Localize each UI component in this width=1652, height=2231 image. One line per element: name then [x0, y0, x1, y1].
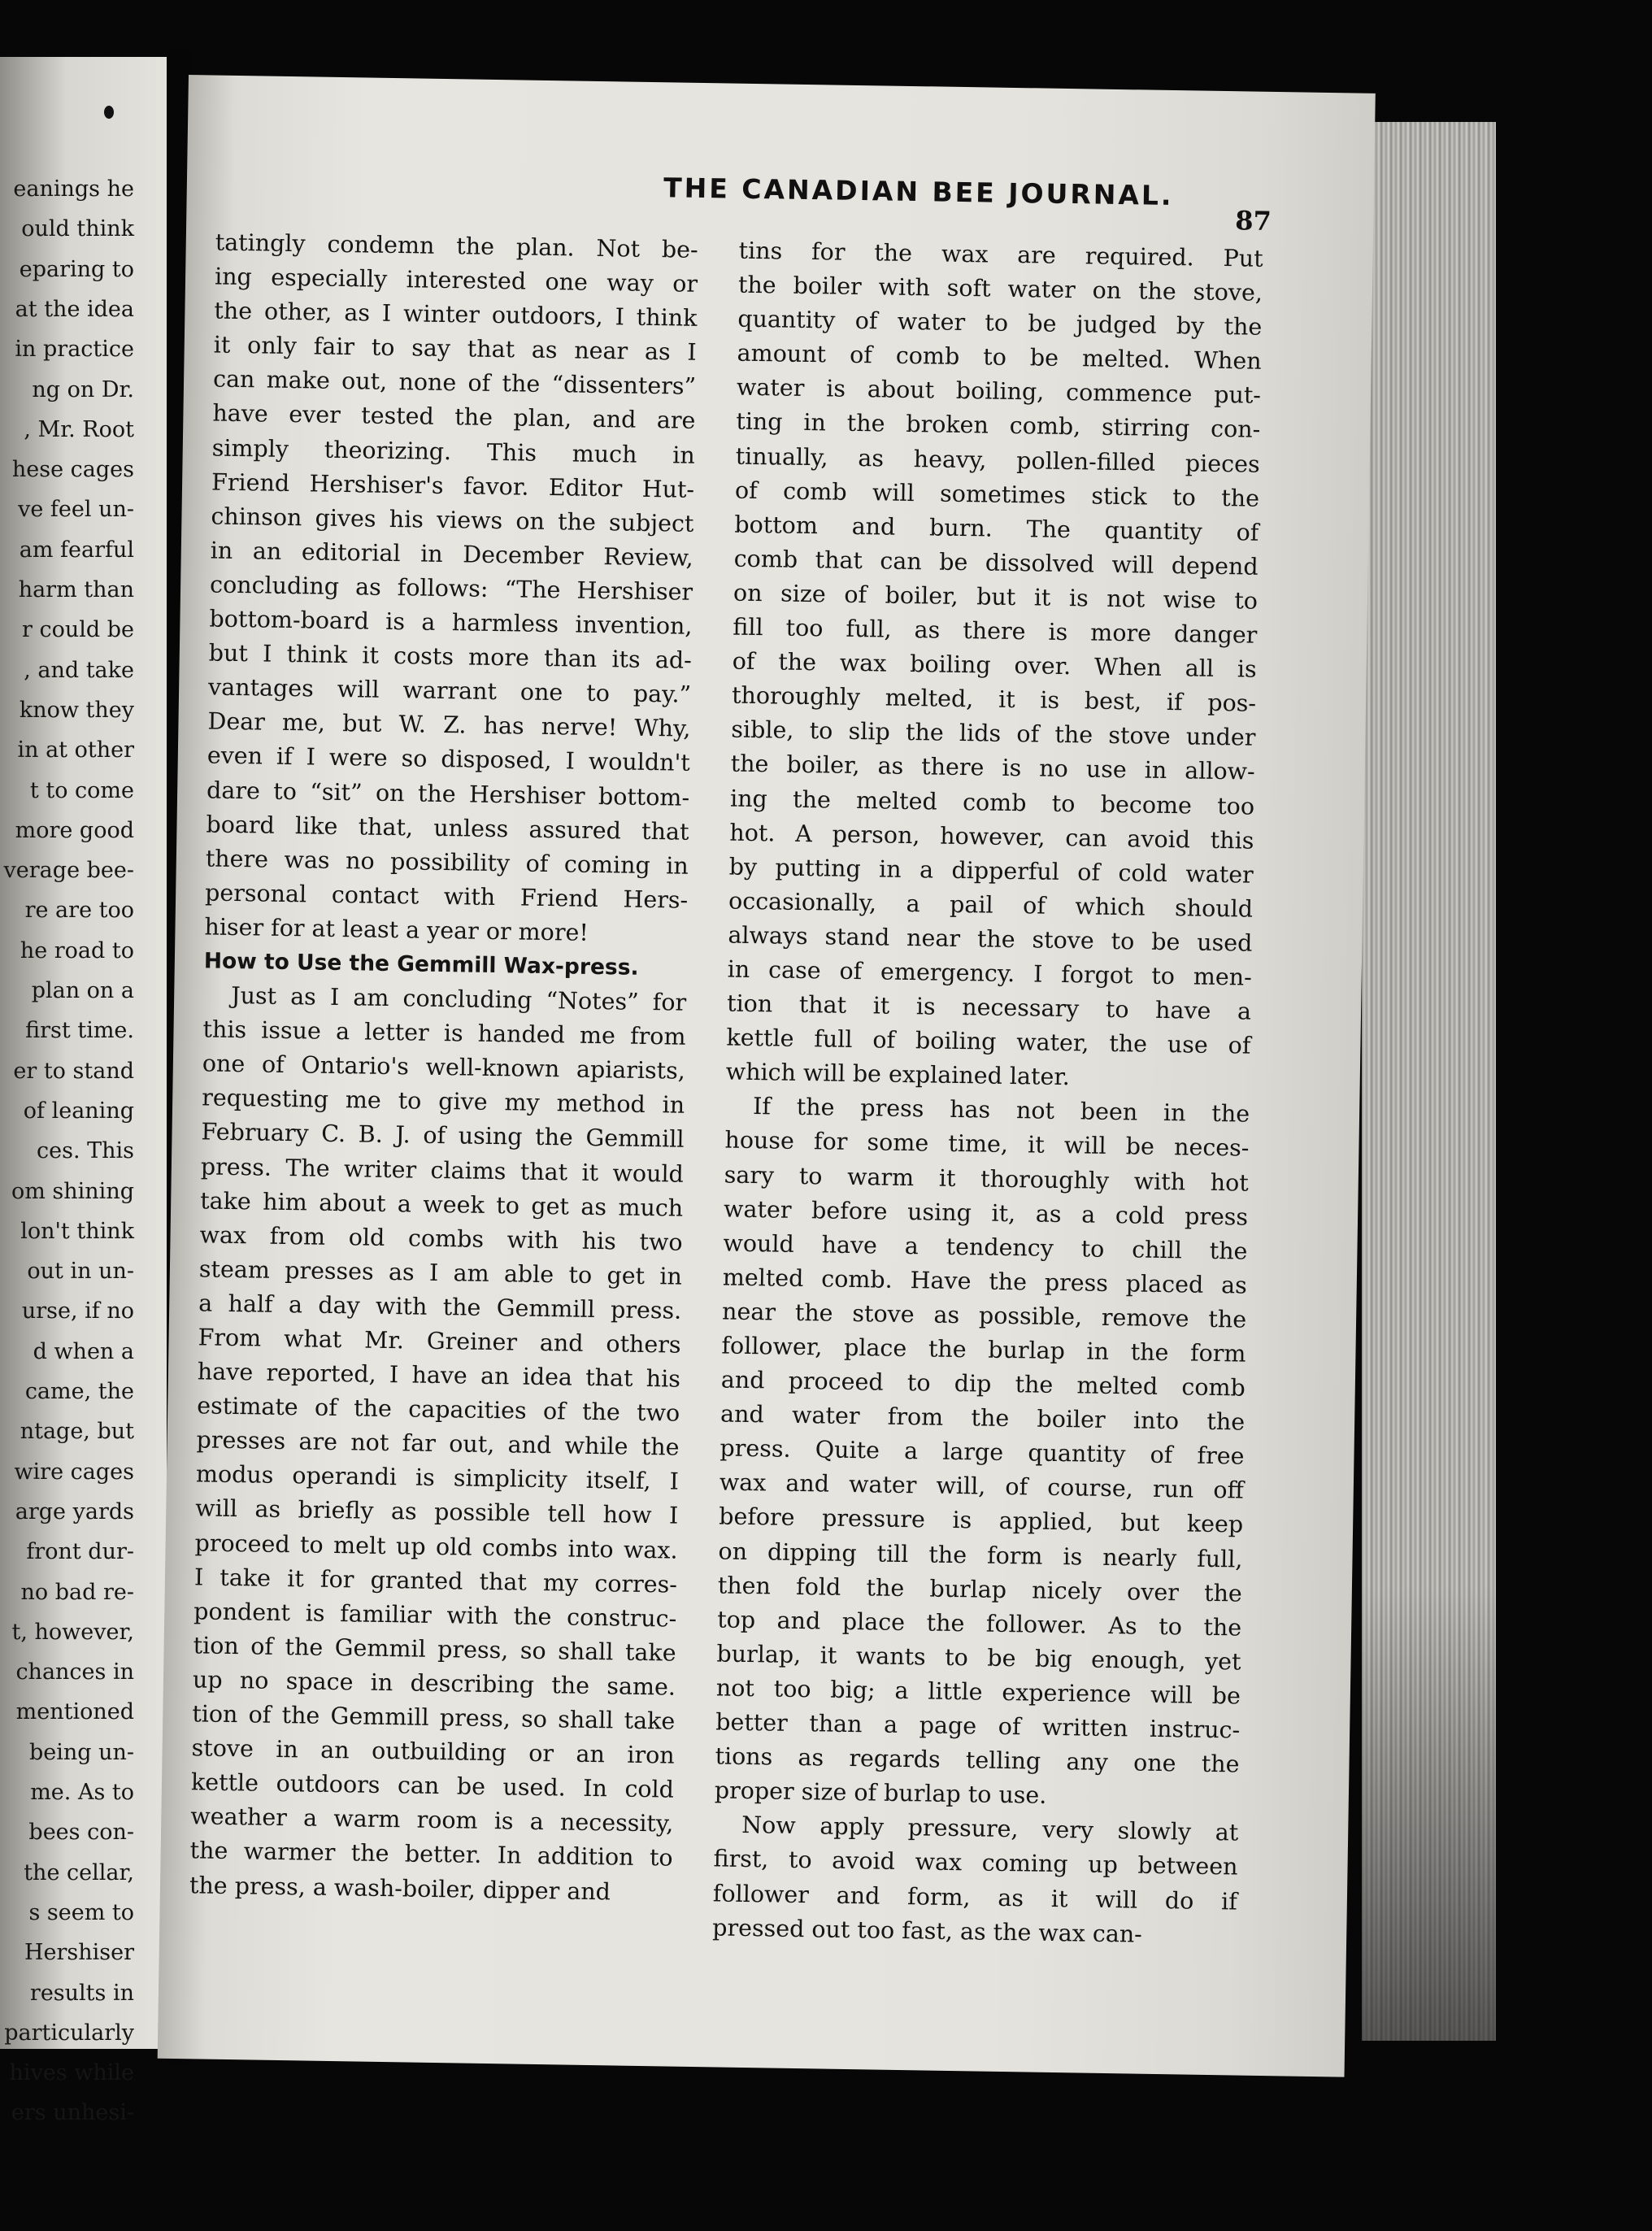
text-line: always stand near the stove to be used	[728, 921, 1253, 957]
left-fragment-line: om shining	[11, 1178, 134, 1204]
left-fragment-line: more good	[15, 817, 134, 843]
left-fragment-line: ces. This	[36, 1138, 134, 1164]
text-line: will as briefly as possible tell how I	[195, 1494, 679, 1530]
left-fragment-line: being un-	[28, 1739, 134, 1765]
text-line: tion of the Gemmill press, so shall take	[192, 1700, 676, 1735]
text-line: hot. A person, however, can avoid this	[729, 819, 1254, 855]
text-line: the boiler with soft water on the stove,	[737, 271, 1263, 307]
left-fragment-line: the cellar,	[24, 1859, 134, 1885]
text-line: requesting me to give my method in	[201, 1084, 685, 1120]
text-line: it only fair to say that as near as I	[213, 331, 697, 367]
text-line: tion of the Gemmil press, so shall take	[193, 1632, 676, 1667]
text-line: better than a page of written instruc-	[715, 1708, 1241, 1744]
left-fragment-line: arge yards	[15, 1498, 134, 1524]
text-line: kettle full of boiling water, the use of	[726, 1024, 1251, 1059]
text-line: but I think it costs more than its ad-	[208, 639, 693, 674]
left-fragment-line: ng on Dr.	[32, 376, 134, 402]
text-line: follower and form, as it will do if	[712, 1879, 1238, 1916]
left-fragment-line: verage bee-	[3, 858, 134, 884]
text-line: I take it for granted that my corres-	[193, 1563, 678, 1598]
left-fragment-line: lon't think	[20, 1218, 134, 1244]
text-line: dare to “sit” on the Hershiser bottom-	[206, 776, 690, 811]
left-fragment-line: particularly	[4, 2020, 134, 2046]
text-column-right	[712, 234, 1263, 1954]
text-line: proper size of burlap to use.	[714, 1777, 1047, 1810]
text-line: pressed out too fast, as the wax can-	[712, 1913, 1143, 1948]
text-line: by putting in a dipperful of cold water	[728, 853, 1254, 889]
left-fragment-line: urse, if no	[21, 1298, 134, 1324]
text-line: before pressure is applied, but keep	[718, 1503, 1244, 1539]
text-line: tatingly condemn the plan. Not be-	[215, 228, 698, 263]
left-fragment-line: know they	[19, 697, 134, 723]
left-fragment-line: front dur-	[26, 1539, 134, 1565]
ink-dot	[104, 106, 114, 119]
text-line: one of Ontario's well-known apiarists,	[202, 1050, 686, 1085]
text-line: first, to avoid wax coming up between	[713, 1845, 1238, 1881]
left-page-fragment	[0, 57, 167, 2126]
text-line: personal contact with Friend Hers-	[204, 879, 689, 914]
left-fragment-line: harm than	[18, 577, 134, 602]
left-fragment-line: hese cages	[11, 457, 134, 483]
text-line: chinson gives his views on the subject	[211, 502, 694, 537]
text-line: the other, as I winter outdoors, I think	[214, 297, 698, 333]
text-line: hiser for at least a year or more!	[204, 913, 589, 946]
left-fragment-line: er to stand	[13, 1058, 134, 1084]
text-line: the boiler, as there is no use in allow-	[730, 750, 1255, 786]
text-line: ing the melted comb to become too	[729, 785, 1255, 820]
left-fragment-line: Hershiser	[24, 1940, 134, 1966]
text-line: top and place the follower. As to the	[716, 1606, 1242, 1642]
text-line: not too big; a little experience will be	[715, 1674, 1241, 1710]
text-line: sary to warm it thoroughly with hot	[724, 1161, 1250, 1197]
text-line: a half a day with the Gemmill press.	[198, 1289, 682, 1324]
page-stack-shadow	[1362, 1585, 1496, 2041]
text-line: modus operandi is simplicity itself, I	[195, 1460, 680, 1496]
text-line: on dipping till the form is nearly full,	[718, 1537, 1243, 1573]
left-fragment-line: eparing to	[19, 256, 134, 282]
text-line: in case of emergency. I forgot to men-	[727, 955, 1252, 991]
left-fragment-line: plan on a	[31, 978, 134, 1003]
text-line: have ever tested the plan, and are	[212, 399, 696, 435]
text-line: water is about boiling, commence put-	[736, 374, 1262, 410]
left-fragment-line: bees con-	[28, 1820, 134, 1846]
text-line: in an editorial in December Review,	[210, 537, 694, 572]
text-line: quantity of water to be judged by the	[737, 305, 1263, 341]
text-line: then fold the burlap nicely over the	[717, 1572, 1243, 1607]
journal-page	[158, 75, 1376, 2077]
text-line: bottom and burn. The quantity of	[734, 511, 1259, 546]
left-fragment-line: ve feel un-	[18, 497, 134, 523]
text-column-left	[160, 225, 698, 1910]
text-line: even if I were so disposed, I wouldn't	[206, 741, 691, 777]
left-fragment-line: t, however,	[11, 1619, 134, 1645]
left-fragment-line: out in un-	[27, 1259, 134, 1285]
text-line: this issue a letter is handed me from	[202, 1015, 686, 1050]
left-fragment-line: he road to	[20, 937, 134, 963]
text-line: can make out, none of the “dissenters”	[212, 365, 697, 401]
left-fragment-line: came, the	[24, 1379, 134, 1404]
left-fragment-line: of leaning	[23, 1098, 134, 1124]
text-line: wax from old combs with his two	[199, 1221, 683, 1256]
text-line: February C. B. J. of using the Gemmill	[201, 1118, 685, 1154]
text-line: tinually, as heavy, pollen-filled pieces	[735, 442, 1260, 478]
left-fragment-line: ers unhesi-	[11, 2100, 134, 2126]
text-line: tins for the wax are required. Put	[738, 237, 1263, 272]
left-fragment-line: , Mr. Root	[24, 416, 134, 442]
text-line: fill too full, as there is more danger	[733, 613, 1258, 649]
text-line: board like that, unless assured that	[206, 811, 689, 846]
text-line: amount of comb to be melted. When	[737, 339, 1262, 376]
left-fragment-line: wire cages	[14, 1459, 134, 1485]
text-line: water before using it, as a cold press	[723, 1195, 1249, 1231]
text-line: of comb will sometimes stick to the	[734, 476, 1260, 512]
left-fragment-line: am fearful	[19, 537, 134, 563]
text-line: ing especially interested one way or	[214, 263, 698, 298]
text-line: estimate of the capacities of the two	[197, 1392, 680, 1427]
left-fragment-line: first time.	[25, 1018, 134, 1044]
running-header: THE CANADIAN BEE JOURNAL.	[663, 172, 1174, 212]
text-line: proceed to melt up old combs into wax.	[194, 1529, 678, 1564]
text-line: comb that can be dissolved will depend	[733, 545, 1259, 581]
text-line: kettle outdoors can be used. In cold	[190, 1768, 675, 1803]
text-line: the press, a wash-boiler, dipper and	[189, 1871, 611, 1905]
left-fragment-line: t to come	[29, 777, 134, 803]
left-fragment-line: r could be	[21, 617, 134, 643]
text-line: would have a tendency to chill the	[723, 1229, 1248, 1265]
text-line: If the press has not been in the	[752, 1093, 1250, 1128]
text-line: have reported, I have an idea that his	[197, 1358, 681, 1393]
page-number: 87	[1235, 205, 1272, 237]
text-line: presses are not far out, and while the	[196, 1426, 680, 1461]
text-line: ting in the broken comb, stirring con-	[736, 408, 1261, 444]
left-fragment-line: ould think	[21, 216, 134, 242]
text-line: weather a warm room is a necessity,	[190, 1803, 674, 1837]
text-line: the warmer the better. In addition to	[189, 1837, 673, 1872]
left-fragment-line: me. As to	[30, 1780, 134, 1805]
left-fragment-line: s seem to	[28, 1899, 134, 1925]
text-line: melted comb. Have the press placed as	[722, 1263, 1248, 1299]
text-line: Friend Hershiser's favor. Editor Hut-	[211, 468, 695, 503]
text-line: tion that it is necessary to have a	[726, 989, 1252, 1025]
text-line: simply theorizing. This much in	[211, 434, 695, 469]
text-line: occasionally, a pail of which should	[728, 887, 1254, 923]
text-line: press. The writer claims that it would	[200, 1152, 685, 1188]
text-line: burlap, it wants to be big enough, yet	[716, 1640, 1241, 1676]
left-fragment-line: results in	[29, 1980, 134, 2006]
text-line: of the wax boiling over. When all is	[732, 647, 1257, 683]
text-line: wax and water will, of course, run off	[719, 1468, 1245, 1504]
text-line: which will be explained later.	[725, 1058, 1071, 1091]
text-line: thoroughly melted, it is best, if pos-	[731, 681, 1257, 717]
text-line: pondent is familiar with the construc-	[193, 1598, 677, 1633]
text-line: Now apply pressure, very slowly at	[741, 1811, 1239, 1846]
text-line: stove in an outbuilding or an iron	[191, 1734, 675, 1769]
left-fragment-line: re are too	[24, 898, 134, 924]
left-fragment-line: in practice	[15, 337, 134, 363]
section-heading: How to Use the Gemmill Wax-press.	[203, 948, 639, 981]
text-line: From what Mr. Greiner and others	[198, 1324, 681, 1359]
text-line: Just as I am concluding “Notes” for	[230, 982, 687, 1016]
left-fragment-line: ntage, but	[20, 1419, 134, 1445]
text-line: on size of boiler, but it is not wise to	[733, 579, 1259, 615]
text-line: sible, to slip the lids of the stove under	[731, 715, 1256, 752]
left-fragment-line: hives while	[9, 2060, 134, 2086]
text-line: there was no possibility of coming in	[205, 845, 689, 880]
text-line: take him about a week to get as much	[199, 1187, 684, 1222]
text-line: steam presses as I am able to get in	[198, 1255, 683, 1290]
text-line: tions as regards telling any one the	[715, 1742, 1240, 1778]
text-line: concluding as follows: “The Hershiser	[209, 571, 693, 606]
text-line: and proceed to dip the melted comb	[720, 1366, 1246, 1402]
left-fragment-line: in at other	[17, 737, 134, 763]
text-line: follower, place the burlap in the form	[721, 1332, 1246, 1368]
left-fragment-line: eanings he	[13, 176, 134, 202]
text-line: and water from the boiler into the	[719, 1400, 1246, 1436]
left-fragment-line: no bad re-	[20, 1579, 134, 1605]
text-line: near the stove as possible, remove the	[721, 1298, 1247, 1333]
left-fragment-line: mentioned	[15, 1699, 134, 1725]
left-fragment-line: d when a	[33, 1338, 134, 1364]
left-fragment-line: chances in	[15, 1659, 134, 1685]
left-fragment-line: , and take	[24, 657, 134, 683]
text-line: Dear me, but W. Z. has nerve! Why,	[207, 707, 691, 743]
text-line: house for some time, it will be neces-	[724, 1126, 1250, 1163]
text-line: press. Quite a large quantity of free	[719, 1434, 1245, 1470]
left-fragment-line: at the idea	[15, 296, 134, 322]
text-line: vantages will warrant one to pay.”	[207, 673, 692, 709]
text-line: bottom-board is a harmless invention,	[209, 605, 693, 640]
text-line: up no space in describing the same.	[192, 1666, 676, 1701]
